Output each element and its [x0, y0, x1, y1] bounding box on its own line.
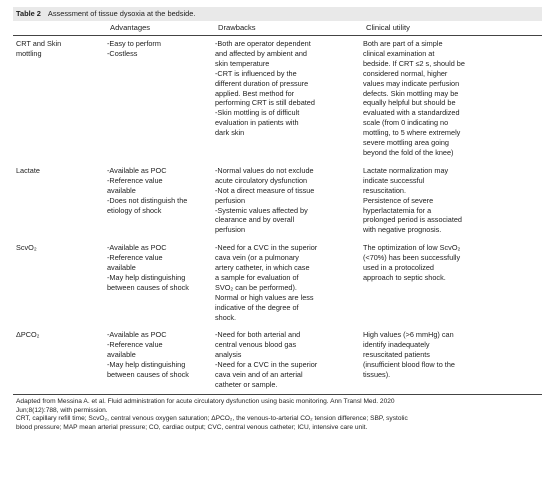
cell-text-line: -Need for a CVC in the superior: [215, 360, 318, 370]
cell-text-line: -Normal values do not exclude: [215, 165, 314, 175]
cell-text-line: available: [107, 350, 136, 360]
cell-drawbacks: [215, 240, 363, 322]
cell-text-line: -Easy to perform: [107, 39, 161, 48]
cell-text-line: considered normal, higher: [363, 68, 448, 78]
cell-text-line: -Skin mottling is of difficult: [215, 108, 300, 118]
cell-drawbacks: [215, 327, 363, 389]
table-bottom-rule: [13, 394, 542, 395]
cell-text-line: SVO₂ can be performed).: [215, 282, 297, 292]
table-title-bar: [13, 7, 542, 21]
table-row: [13, 327, 542, 389]
cell-text-line: -Systemic values affected by: [215, 205, 308, 215]
paper-table-figure: [13, 7, 542, 432]
cell-text-line: Persistence of severe: [363, 195, 434, 205]
cell-text-line: Both are part of a simple: [363, 39, 443, 48]
footnote-line: CRT, capillary refill time; ScvO₂, central venous oxygen saturation; ΔPCO₂, the venous-to-arterial CO₂ tension difference; SBP, systolic: [16, 415, 408, 423]
cell-drawbacks: [215, 163, 363, 235]
cell-text-line: available: [107, 263, 136, 273]
table-footnote: [13, 398, 542, 432]
cell-text-line: -Not a direct measure of tissue: [215, 185, 315, 195]
cell-text-line: resuscitated patients: [363, 350, 430, 360]
table-header-row: [13, 21, 542, 36]
cell-text-line: prolonged period is associated: [363, 215, 462, 225]
cell-text-line: -Both are operator dependent: [215, 39, 311, 48]
cell-text-line: skin temperature: [215, 58, 270, 68]
cell-text-line: (<70%) has been successfully: [363, 253, 461, 263]
cell-text-line: clinical examination at: [363, 48, 435, 58]
cell-text-line: -May help distinguishing: [107, 272, 186, 282]
cell-text-line: indicate successful: [363, 175, 425, 185]
cell-advantages: [107, 36, 215, 158]
table-row: [13, 163, 542, 235]
cell-text-line: used in a protocolized: [363, 263, 434, 273]
cell-text-line: acute circulatory dysfunction: [215, 175, 308, 185]
table-body: [13, 36, 542, 390]
cell-text-line: central venous blood gas: [215, 340, 297, 350]
table-label: Table 2: [16, 9, 41, 18]
cell-text-line: -Available as POC: [107, 330, 167, 340]
cell-text-line: evaluated with a standardized: [363, 108, 460, 118]
cell-text-line: Lactate: [16, 165, 40, 175]
cell-text-line: available: [107, 185, 136, 195]
cell-text-line: with negative prognosis.: [363, 225, 442, 235]
cell-text-line: a sample for evaluation of: [215, 272, 299, 282]
cell-text-line: The optimization of low ScvO₂: [363, 243, 461, 253]
cell-text-line: CRT and Skin: [16, 39, 62, 48]
cell-text-line: -Costless: [107, 48, 138, 58]
cell-text-line: perfusion: [215, 225, 246, 235]
header-advantages: Advantages: [110, 23, 151, 32]
cell-text-line: artery catheter, in which case: [215, 263, 310, 273]
cell-text-line: severe mottling area going: [363, 138, 449, 148]
cell-advantages: [107, 327, 215, 389]
cell-text-line: etiology of shock: [107, 205, 162, 215]
cell-text-line: indicative of the degree of: [215, 302, 299, 312]
cell-text-line: -Need for a CVC in the superior: [215, 243, 318, 253]
cell-text-line: -Reference value: [107, 340, 163, 350]
cell-text-line: performing CRT is still debated: [215, 98, 315, 108]
cell-text-line: hyperlactatemia for a: [363, 205, 432, 215]
cell-text-line: values may indicate perfusion: [363, 78, 460, 88]
cell-text-line: -CRT is influenced by the: [215, 68, 297, 78]
cell-text-line: -Need for both arterial and: [215, 330, 301, 340]
cell-text-line: tissues).: [363, 370, 391, 380]
cell-text-line: -May help distinguishing: [107, 360, 186, 370]
cell-text-line: bedside. If CRT ≤2 s, should be: [363, 58, 465, 68]
cell-text-line: clearance and by overall: [215, 215, 295, 225]
cell-text-line: between causes of shock: [107, 370, 189, 380]
cell-parameter: [13, 240, 107, 322]
cell-text-line: shock.: [215, 312, 237, 322]
cell-text-line: equally helpful but should be: [363, 98, 456, 108]
cell-text-line: catheter or sample.: [215, 380, 278, 389]
cell-advantages: [107, 163, 215, 235]
cell-parameter: [13, 36, 107, 158]
header-clinical-utility: Clinical utility: [366, 23, 410, 32]
cell-text-line: analysis: [215, 350, 242, 360]
cell-clinical-utility: [363, 327, 542, 389]
cell-text-line: approach to septic shock.: [363, 272, 446, 282]
cell-text-line: mottling: [16, 48, 42, 58]
table-row: [13, 36, 542, 158]
cell-text-line: Normal or high values are less: [215, 292, 314, 302]
cell-text-line: defects. Skin mottling may be: [363, 88, 459, 98]
cell-text-line: ScvO₂: [16, 243, 37, 253]
table-caption: Assessment of tissue dysoxia at the bedside.: [47, 9, 196, 18]
cell-text-line: -Available as POC: [107, 165, 167, 175]
cell-text-line: ΔPCO₂: [16, 330, 40, 340]
cell-text-line: perfusion: [215, 195, 246, 205]
cell-text-line: (insufficient blood flow to the: [363, 360, 455, 370]
cell-clinical-utility: [363, 163, 542, 235]
table-row: [13, 240, 542, 322]
cell-text-line: identify inadequately: [363, 340, 430, 350]
cell-text-line: -Reference value: [107, 175, 163, 185]
cell-text-line: evaluation in patients with: [215, 118, 299, 128]
cell-parameter: [13, 163, 107, 235]
cell-text-line: Lactate normalization may: [363, 165, 449, 175]
header-drawbacks: Drawbacks: [218, 23, 256, 32]
footnote-line: Adapted from Messina A. et al. Fluid administration for acute circulatory dysfunction using basic monitoring. Ann Transl Med. 2020: [16, 397, 395, 405]
cell-text-line: between causes of shock: [107, 282, 189, 292]
cell-text-line: -Reference value: [107, 253, 163, 263]
cell-advantages: [107, 240, 215, 322]
cell-text-line: applied. Best method for: [215, 88, 295, 98]
footnote-line: Jun;8(12):788, with permission.: [16, 406, 108, 414]
cell-text-line: and affected by ambient and: [215, 48, 307, 58]
footnote-line: blood pressure; MAP mean arterial pressure; CO, cardiac output; CVC, central venous catheter; ICU, intensive care unit.: [16, 423, 368, 431]
cell-text-line: cava vein and of an arterial: [215, 370, 303, 380]
cell-text-line: cava vein (or a pulmonary: [215, 253, 299, 263]
cell-drawbacks: [215, 36, 363, 158]
cell-text-line: scale (from 0 indicating no: [363, 118, 449, 128]
cell-text-line: different duration of pressure: [215, 78, 309, 88]
cell-clinical-utility: [363, 240, 542, 322]
cell-text-line: beyond the fold of the knee): [363, 147, 454, 157]
cell-text-line: High values (>6 mmHg) can: [363, 330, 454, 340]
cell-clinical-utility: [363, 36, 542, 158]
cell-text-line: -Does not distinguish the: [107, 195, 188, 205]
cell-text-line: dark skin: [215, 128, 245, 138]
cell-text-line: -Available as POC: [107, 243, 167, 253]
cell-parameter: [13, 327, 107, 389]
cell-text-line: resuscitation.: [363, 185, 406, 195]
cell-text-line: mottling, to 5 where extremely: [363, 128, 461, 138]
